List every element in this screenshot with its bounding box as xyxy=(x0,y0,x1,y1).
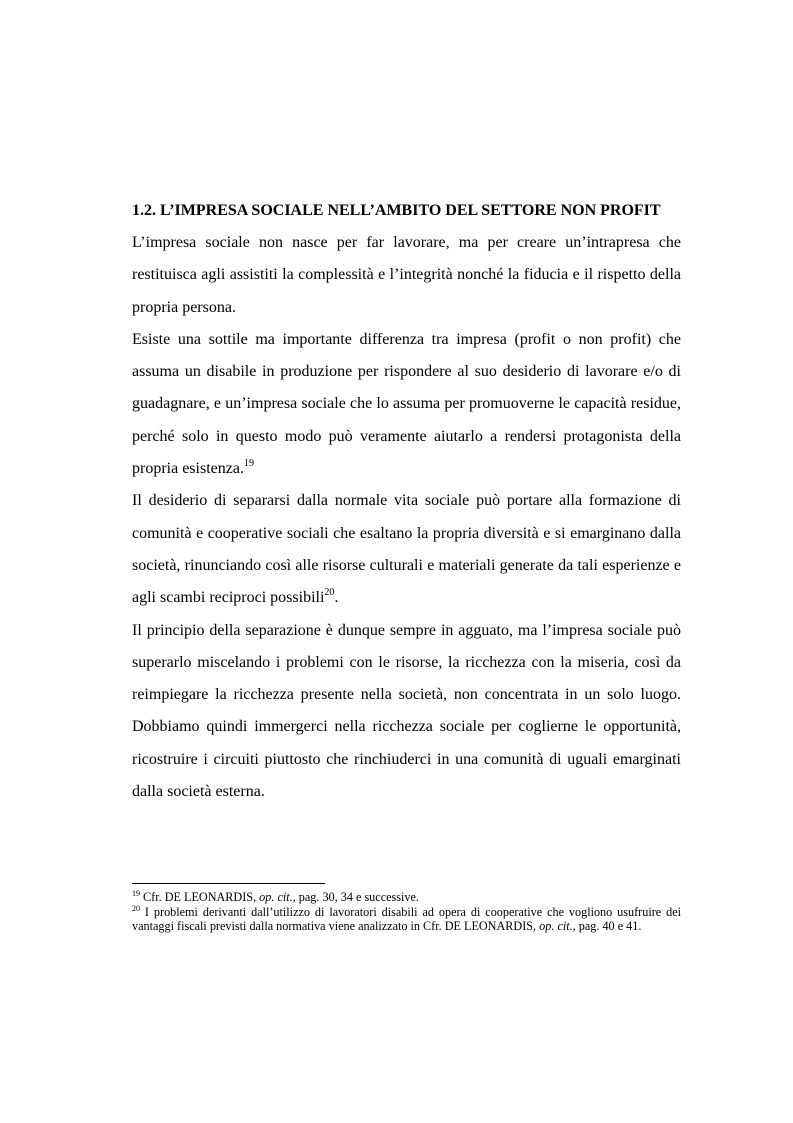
paragraph-3-text: Il desiderio di separarsi dalla normale vita sociale può portare alla formazione di comunità e cooperative sociali che esaltano la propria diversità e si emarginano dalla società, rinunciando così alle risorse culturali e materiali generate da tali esperienze e agli scambi reciproci possibili xyxy=(132,492,681,607)
paragraph-4 xyxy=(132,615,681,809)
footnote-separator xyxy=(132,883,325,884)
footnote-number: 19 xyxy=(132,889,140,898)
footnote-text: Cfr. DE LEONARDIS, xyxy=(140,890,260,904)
footnote-italic: op. cit. xyxy=(259,890,293,904)
paragraph-2 xyxy=(132,324,681,485)
paragraph-3 xyxy=(132,485,681,614)
paragraph-1-text: L’impresa sociale non nasce per far lavorare, ma per creare un’intrapresa che restituisca agli assistiti la complessità e l’integrità nonché la fiducia e il rispetto della propria persona. xyxy=(132,234,681,316)
footnote-20 xyxy=(132,905,681,934)
footnote-ref-19[interactable]: 19 xyxy=(243,458,254,470)
paragraph-4-text: Il principio della separazione è dunque sempre in agguato, ma l’impresa sociale può superarlo miscelando i problemi con le risorse, la ricchezza con la miseria, così da reimpiegare la ricchezza presente nella società, non concentrata in un solo luogo. Dobbiamo quindi immergerci nella ricchezza sociale per coglierne le opportunità, ricostruire i circuiti piuttosto che rinchiuderci in una comunità di uguali emarginati dalla società esterna. xyxy=(132,621,681,801)
footnote-text: I problemi derivanti dall’utilizzo di lavoratori disabili ad opera di cooperative che vogliono usufruire dei vantaggi fiscali previsti dalla normativa viene analizzato in Cfr. DE LEONARDIS, xyxy=(132,904,681,933)
page-body xyxy=(132,197,681,808)
footnote-ref-20[interactable]: 20 xyxy=(324,587,335,599)
paragraph-1 xyxy=(132,227,681,324)
footnote-italic: op. cit. xyxy=(539,919,573,933)
footnote-19 xyxy=(132,890,681,905)
footnote-text-end: , pag. 30, 34 e successive. xyxy=(292,890,419,904)
section-title: 1.2. L’IMPRESA SOCIALE NELL’AMBITO DEL SETTORE NON PROFIT xyxy=(132,202,661,219)
footnote-text-end: , pag. 40 e 41. xyxy=(572,919,642,933)
paragraph-3-tail: . xyxy=(334,589,339,607)
paragraph-2-text: Esiste una sottile ma importante differenza tra impresa (profit o non profit) che assuma un disabile in produzione per rispondere al suo desiderio di lavorare e/o di guadagnare, e un’impresa sociale che lo assuma per promuoverne le capacità residue, perché solo in questo modo può veramente aiutarlo a rendersi protagonista della propria esistenza. xyxy=(132,330,681,478)
footnote-number: 20 xyxy=(132,903,140,913)
footnotes xyxy=(132,883,681,934)
